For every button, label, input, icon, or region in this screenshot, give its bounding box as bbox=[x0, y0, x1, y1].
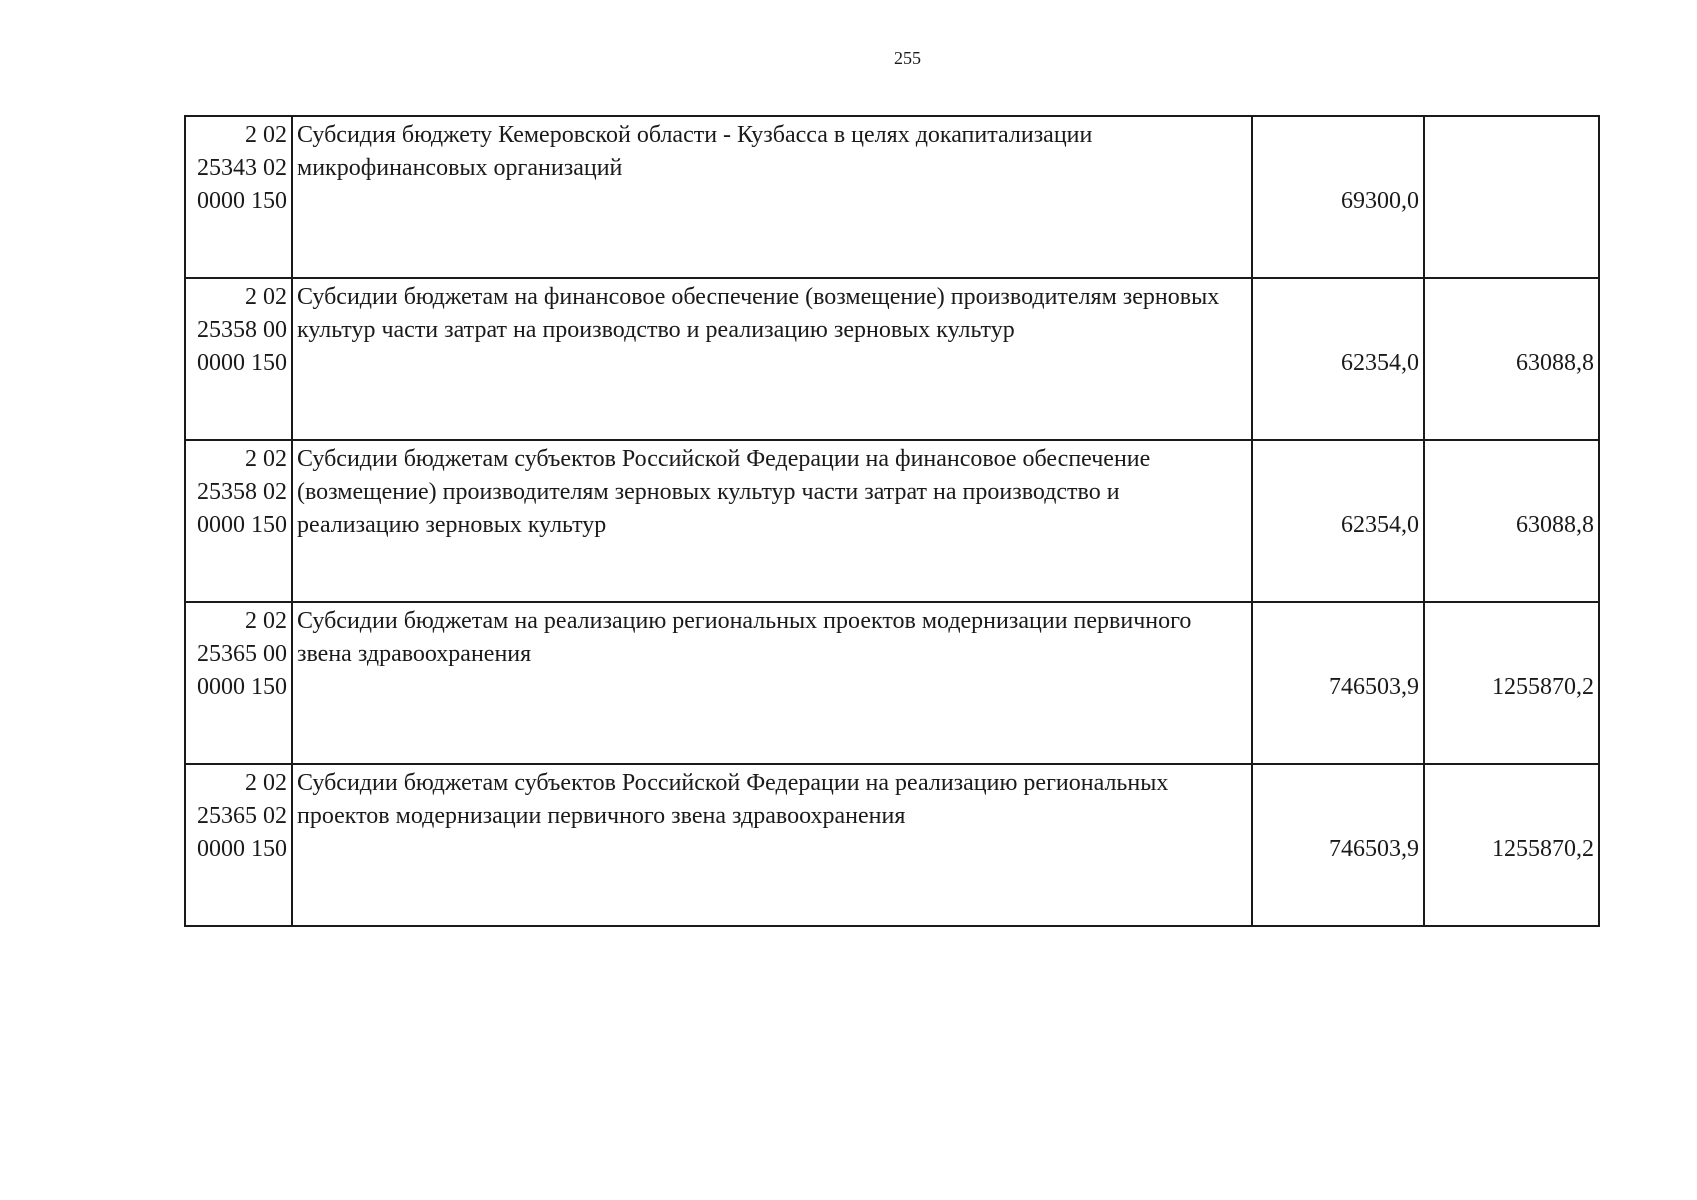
amount-cell-2: 1255870,2 bbox=[1424, 764, 1599, 926]
table-row bbox=[185, 440, 1599, 602]
budget-code-line: 2 02 bbox=[245, 122, 287, 148]
description-cell: Субсидии бюджетам на реализацию региональных проектов модернизации первичного звена здравоохранения bbox=[292, 602, 1252, 764]
budget-code-line: 2 02 bbox=[245, 284, 287, 310]
description-cell: Субсидии бюджетам субъектов Российской Федерации на реализацию региональных проектов модернизации первичного звена здравоохранения bbox=[292, 764, 1252, 926]
budget-code-cell bbox=[185, 116, 292, 278]
amount-cell-1: 62354,0 bbox=[1252, 278, 1424, 440]
budget-code-line: 25365 00 bbox=[197, 641, 287, 667]
budget-code-line: 2 02 bbox=[245, 608, 287, 634]
amount-cell-2: 1255870,2 bbox=[1424, 602, 1599, 764]
budget-table bbox=[184, 115, 1600, 927]
budget-code-cell bbox=[185, 278, 292, 440]
table-row bbox=[185, 116, 1599, 278]
budget-code-line: 2 02 bbox=[245, 770, 287, 796]
amount-cell-1: 746503,9 bbox=[1252, 602, 1424, 764]
description-cell: Субсидии бюджетам субъектов Российской Федерации на финансовое обеспечение (возмещение) производителям зерновых культур части затрат на производство и реализацию зерновых культур bbox=[292, 440, 1252, 602]
budget-code-line: 25343 02 bbox=[197, 155, 287, 181]
budget-code-line: 25358 02 bbox=[197, 479, 287, 505]
amount-cell-2: 63088,8 bbox=[1424, 440, 1599, 602]
budget-code-line: 0000 150 bbox=[197, 836, 287, 862]
budget-code-line: 25358 00 bbox=[197, 317, 287, 343]
table-row bbox=[185, 278, 1599, 440]
budget-code-cell bbox=[185, 440, 292, 602]
description-cell: Субсидия бюджету Кемеровской области - Кузбасса в целях докапитализации микрофинансовых организаций bbox=[292, 116, 1252, 278]
description-cell: Субсидии бюджетам на финансовое обеспечение (возмещение) производителям зерновых культур части затрат на производство и реализацию зерновых культур bbox=[292, 278, 1252, 440]
budget-code-line: 25365 02 bbox=[197, 803, 287, 829]
budget-code-line: 0000 150 bbox=[197, 512, 287, 538]
table-row bbox=[185, 764, 1599, 926]
page-number: 255 bbox=[894, 48, 921, 68]
amount-cell-1: 62354,0 bbox=[1252, 440, 1424, 602]
amount-cell-2 bbox=[1424, 116, 1599, 278]
budget-code-cell bbox=[185, 764, 292, 926]
table-row bbox=[185, 602, 1599, 764]
amount-cell-2: 63088,8 bbox=[1424, 278, 1599, 440]
budget-code-cell bbox=[185, 602, 292, 764]
budget-code-line: 0000 150 bbox=[197, 674, 287, 700]
amount-cell-1: 69300,0 bbox=[1252, 116, 1424, 278]
amount-cell-1: 746503,9 bbox=[1252, 764, 1424, 926]
budget-code-line: 0000 150 bbox=[197, 188, 287, 214]
budget-code-line: 2 02 bbox=[245, 446, 287, 472]
budget-code-line: 0000 150 bbox=[197, 350, 287, 376]
